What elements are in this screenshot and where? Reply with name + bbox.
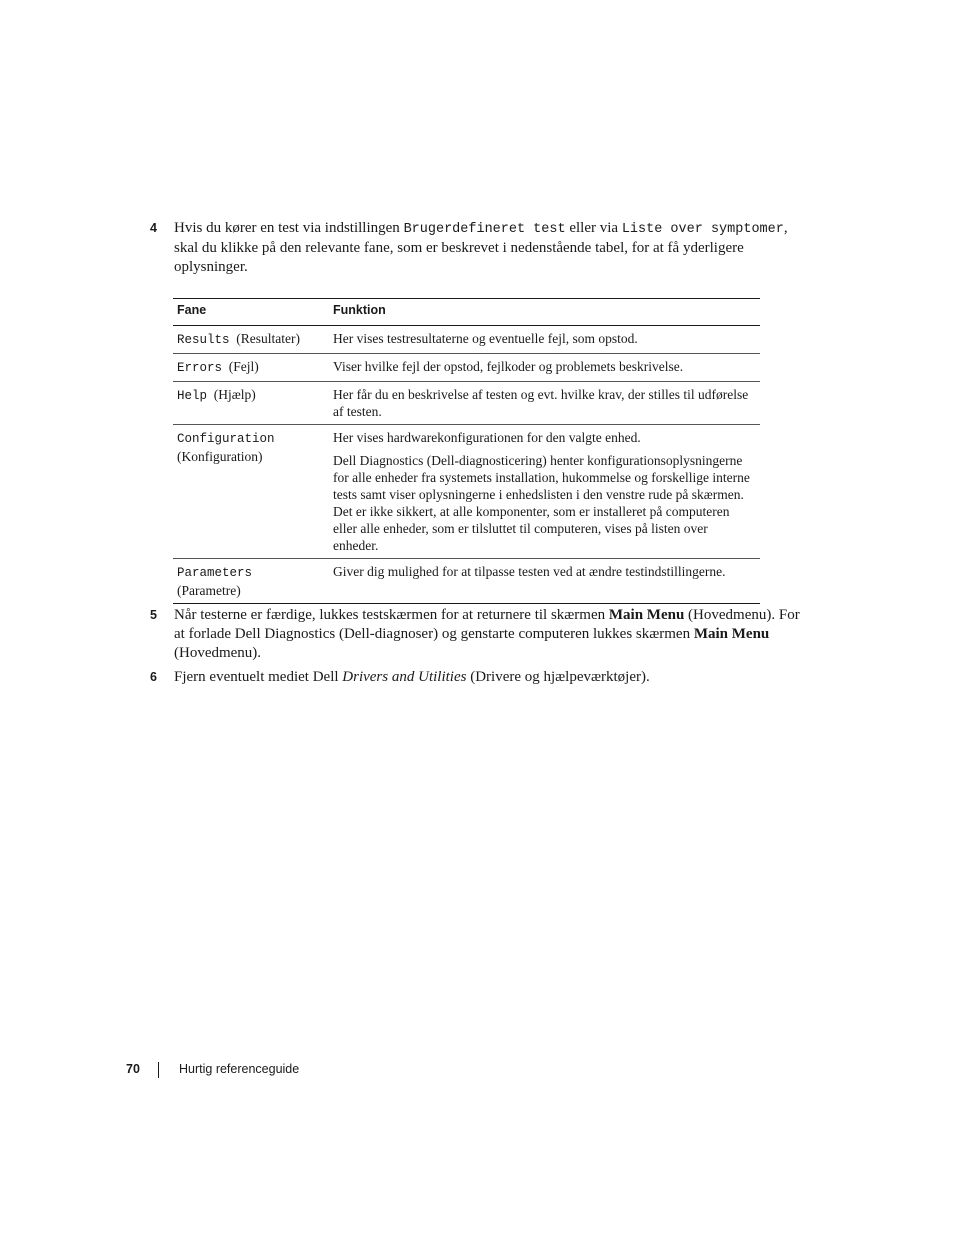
text-segment: (Hovedmenu). <box>174 645 262 661</box>
table-row <box>173 326 760 354</box>
step-6 <box>150 668 814 687</box>
step-number: 6 <box>150 670 157 684</box>
function-text: Giver dig mulighed for at tilpasse testen ved at ændre testindstillingerne. <box>333 564 726 579</box>
table-header-row <box>173 299 760 326</box>
step-text <box>174 219 814 277</box>
text-segment: (Hovedmenu). For at forlade Dell Diagnostics (Dell-diagnoser) og genstarte computeren lukkes skærmen <box>174 607 800 642</box>
tab-label: (Hjælp) <box>213 387 256 402</box>
footer-divider <box>158 1062 159 1078</box>
step-number: 5 <box>150 608 157 622</box>
table-row <box>173 425 760 559</box>
function-text: Her vises hardwarekonfigurationen for den valgte enhed. <box>333 430 641 445</box>
option-code: Liste over symptomer <box>621 222 784 237</box>
page-footer <box>126 1062 300 1076</box>
function-cell <box>329 559 760 604</box>
tab-name-cell <box>173 425 329 559</box>
table-row <box>173 382 760 425</box>
tab-code: Parameters <box>177 566 253 580</box>
tab-label: (Resultater) <box>236 331 300 346</box>
tab-label: (Konfiguration) <box>177 449 263 464</box>
menu-name: Main Menu <box>693 626 770 642</box>
tab-name-cell <box>173 382 329 425</box>
text-segment: eller via <box>565 220 622 236</box>
menu-name: Main Menu <box>608 607 685 623</box>
tab-label: (Parametre) <box>177 583 241 598</box>
tab-name-cell <box>173 559 329 604</box>
media-name: Drivers and Utilities <box>342 669 467 685</box>
step-number: 4 <box>150 221 157 235</box>
tab-code: Configuration <box>177 432 275 446</box>
step-4 <box>150 219 814 277</box>
function-text: Viser hvilke fejl der opstod, fejlkoder og problemets beskrivelse. <box>333 359 684 374</box>
function-text: Her får du en beskrivelse af testen og evt. hvilke krav, der stilles til udførelse af testen. <box>333 387 749 419</box>
step-text <box>174 668 814 687</box>
function-text: Her vises testresultaterne og eventuelle fejl, som opstod. <box>333 331 638 346</box>
function-cell <box>329 326 760 354</box>
text-segment: , skal du klikke på den relevante fane, som er beskrevet i nedenstående tabel, for at få yderligere oplysninger. <box>174 220 788 275</box>
function-cell <box>329 354 760 382</box>
function-text: Dell Diagnostics (Dell-diagnosticering) henter konfigurationsoplysningerne for alle enheder fra systemets installation, hukommelse og forskellige interne tests samt viser oplysningerne i enhedslisten i den venstre rude på skærmen. Det er ikke sikkert, at alle komponenter, som er installeret på computeren eller alle enheder, som er tilsluttet til computeren, vises på listen over enheder. <box>333 453 750 553</box>
tab-code: Results <box>177 333 230 347</box>
table-row <box>173 559 760 604</box>
page-number: 70 <box>126 1062 140 1076</box>
tabs-table <box>173 298 760 604</box>
tab-label: (Fejl) <box>228 359 259 374</box>
tab-name-cell <box>173 354 329 382</box>
text-segment: Fjern eventuelt mediet Dell <box>174 669 343 685</box>
text-segment: (Drivere og hjælpeværktøjer). <box>466 669 650 685</box>
table-row <box>173 354 760 382</box>
text-segment: Hvis du kører en test via indstillingen <box>174 220 404 236</box>
section-title: Hurtig referenceguide <box>179 1062 300 1076</box>
tab-code: Errors <box>177 361 223 375</box>
tab-code: Help <box>177 389 208 403</box>
column-header-fane: Fane <box>173 299 329 326</box>
text-segment: Når testerne er færdige, lukkes testskærmen for at returnere til skærmen <box>174 607 609 623</box>
step-text <box>174 606 814 663</box>
function-cell <box>329 425 760 559</box>
column-header-funktion: Funktion <box>329 299 760 326</box>
function-cell <box>329 382 760 425</box>
option-code: Brugerdefineret test <box>403 222 566 237</box>
tab-name-cell <box>173 326 329 354</box>
step-5 <box>150 606 814 663</box>
